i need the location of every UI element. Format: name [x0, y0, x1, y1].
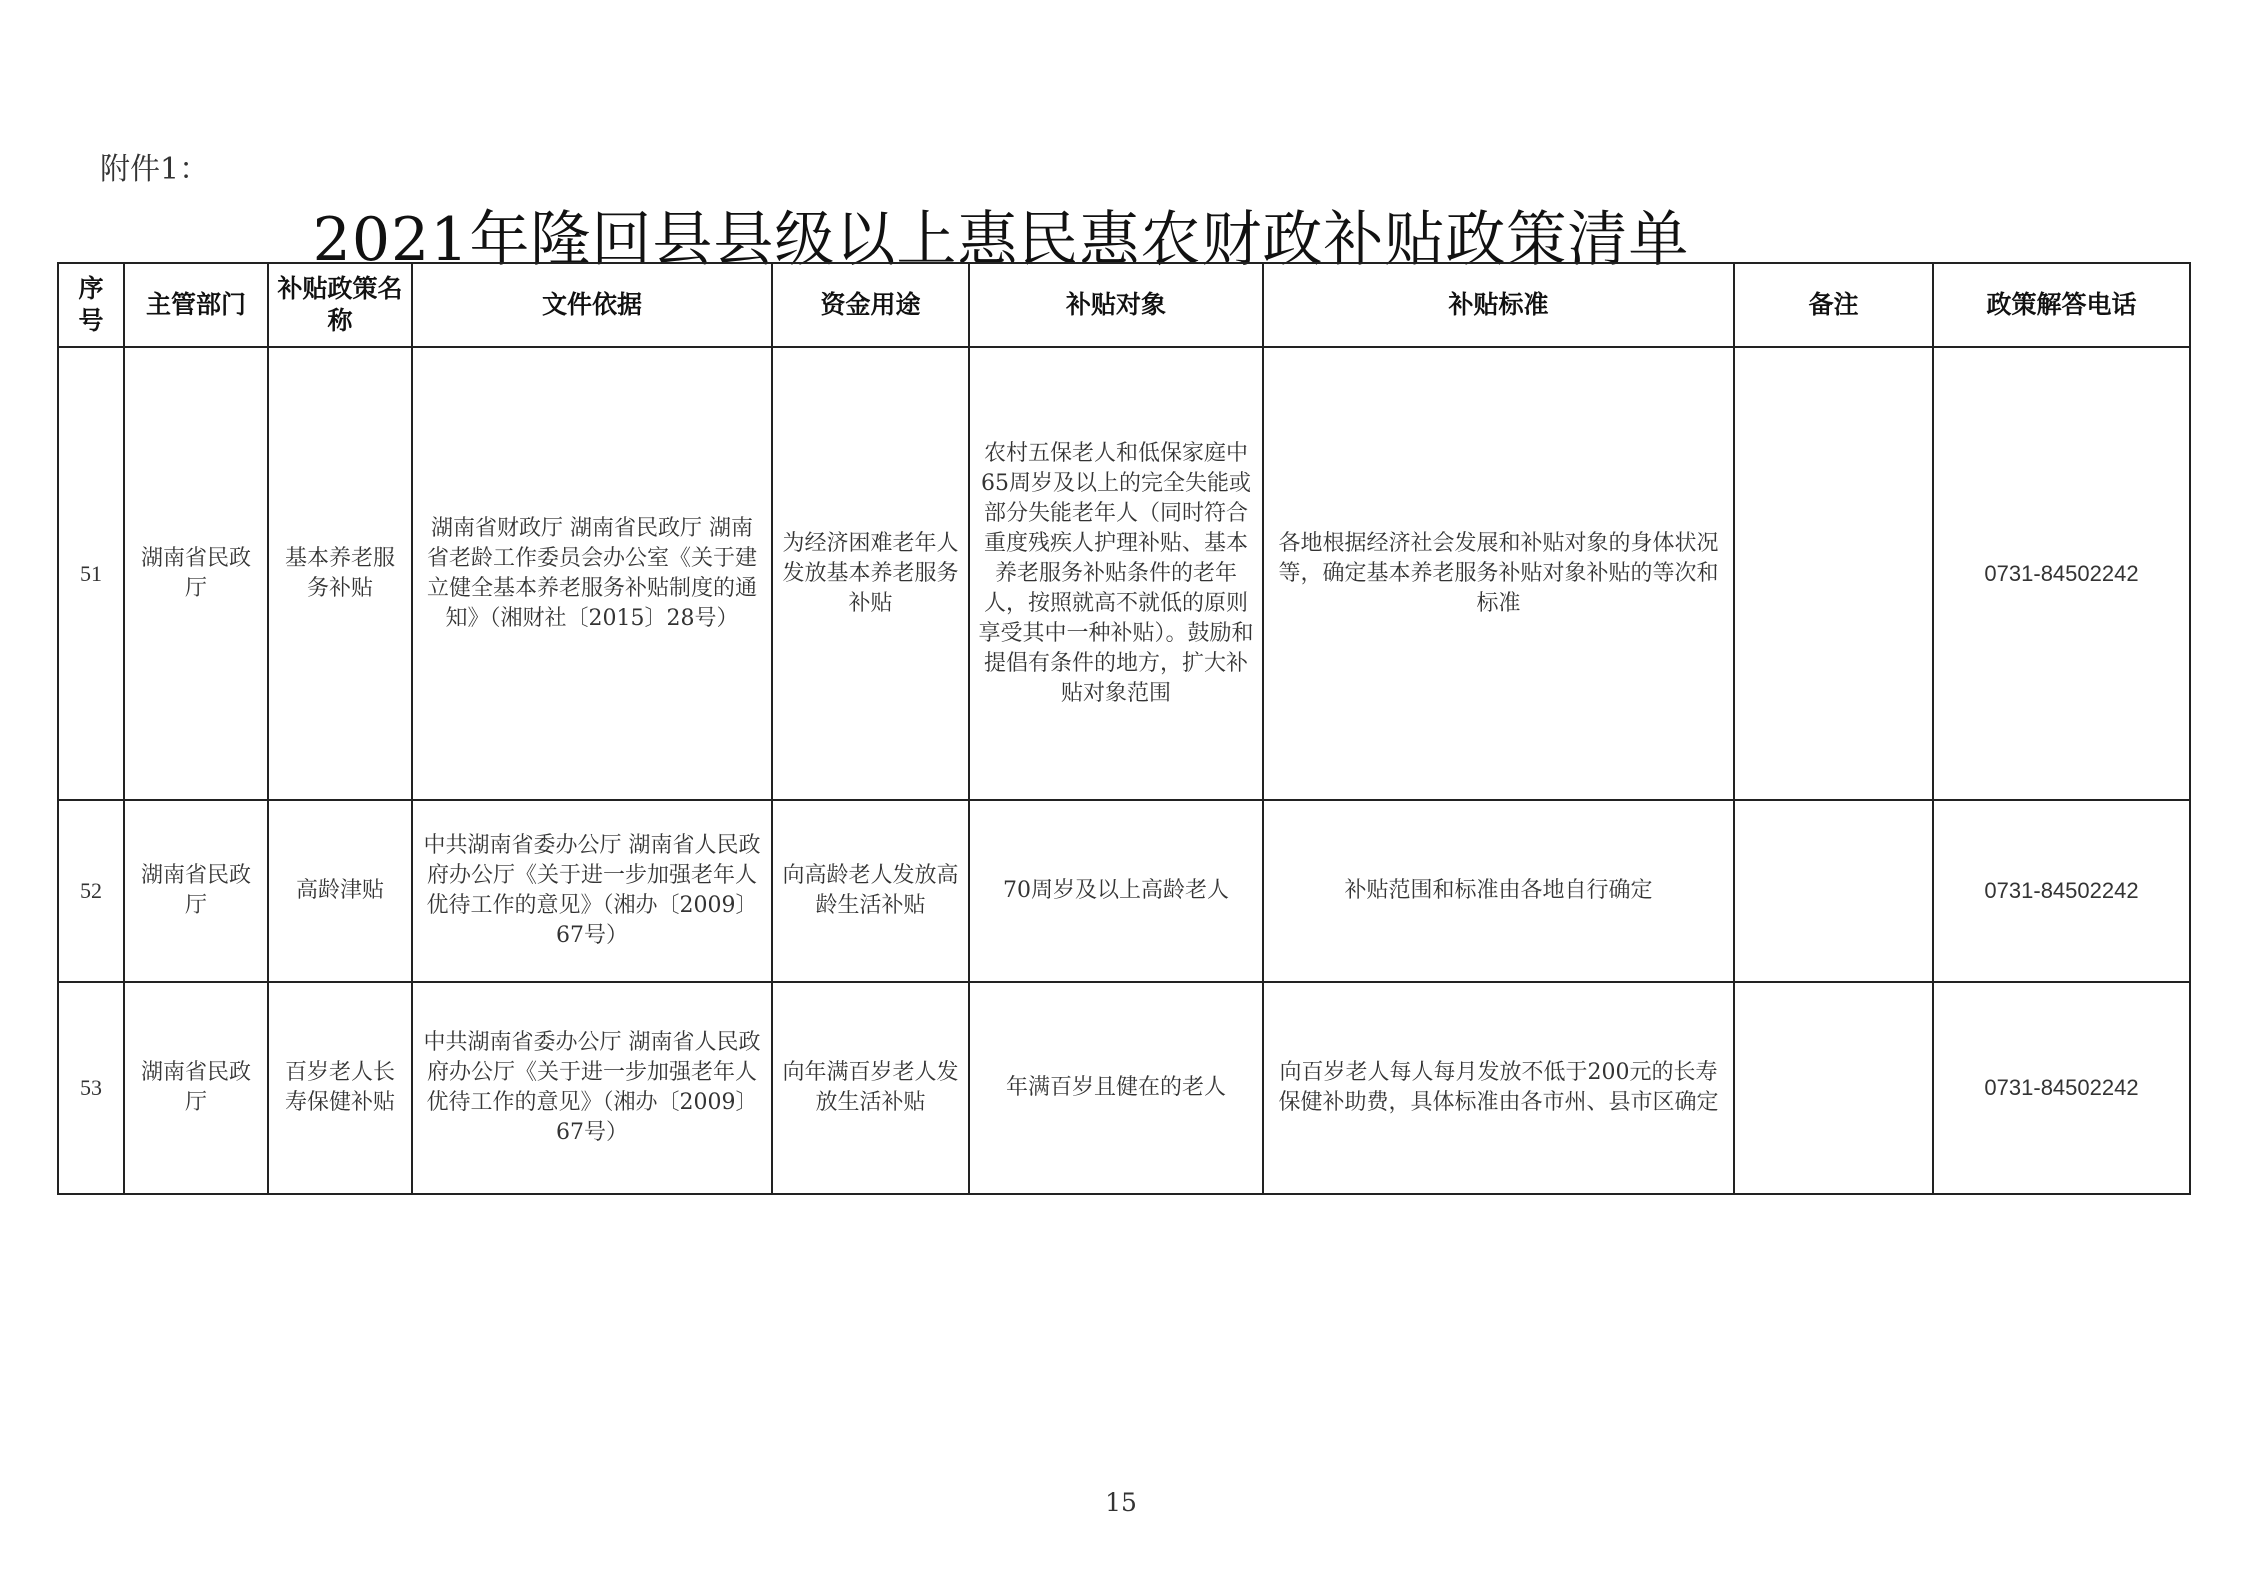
header-note: 备注 — [1734, 263, 1933, 347]
header-use: 资金用途 — [772, 263, 969, 347]
policy-table — [57, 262, 2191, 1195]
cell-basis: 湖南省财政厅 湖南省民政厅 湖南省老龄工作委员会办公室《关于建立健全基本养老服务补贴制度的通知》（湘财社〔2015〕28号） — [412, 347, 772, 800]
header-name: 补贴政策名称 — [268, 263, 412, 347]
cell-name: 百岁老人长寿保健补贴 — [268, 982, 412, 1194]
cell-seq: 51 — [58, 347, 124, 800]
table-row — [58, 982, 2190, 1194]
table-header-row — [58, 263, 2190, 347]
table-row — [58, 800, 2190, 982]
header-standard: 补贴标准 — [1263, 263, 1734, 347]
header-seq: 序号 — [58, 263, 124, 347]
cell-target: 年满百岁且健在的老人 — [969, 982, 1263, 1194]
cell-phone: 0731-84502242 — [1933, 347, 2190, 800]
page-number: 15 — [1105, 1488, 1137, 1517]
cell-standard: 补贴范围和标准由各地自行确定 — [1263, 800, 1734, 982]
cell-use: 向年满百岁老人发放生活补贴 — [772, 982, 969, 1194]
cell-dept: 湖南省民政厅 — [124, 347, 268, 800]
cell-target: 农村五保老人和低保家庭中65周岁及以上的完全失能或部分失能老年人（同时符合重度残疾人护理补贴、基本养老服务补贴条件的老年人，按照就高不就低的原则享受其中一种补贴）。鼓励和提倡有条件的地方，扩大补贴对象范围 — [969, 347, 1263, 800]
cell-name: 高龄津贴 — [268, 800, 412, 982]
cell-standard: 各地根据经济社会发展和补贴对象的身体状况等，确定基本养老服务补贴对象补贴的等次和标准 — [1263, 347, 1734, 800]
page-title-text: 2021年隆回县县级以上惠民惠农财政补贴政策清单 — [312, 205, 1690, 275]
cell-use: 为经济困难老年人发放基本养老服务补贴 — [772, 347, 969, 800]
cell-note — [1734, 982, 1933, 1194]
cell-standard: 向百岁老人每人每月发放不低于200元的长寿保健补助费，具体标准由各市州、县市区确定 — [1263, 982, 1734, 1194]
header-basis: 文件依据 — [412, 263, 772, 347]
header-dept: 主管部门 — [124, 263, 268, 347]
cell-basis: 中共湖南省委办公厅 湖南省人民政府办公厅《关于进一步加强老年人优待工作的意见》（湘办〔2009〕67号） — [412, 982, 772, 1194]
cell-basis: 中共湖南省委办公厅 湖南省人民政府办公厅《关于进一步加强老年人优待工作的意见》（湘办〔2009〕67号） — [412, 800, 772, 982]
cell-dept: 湖南省民政厅 — [124, 800, 268, 982]
attachment-label: 附件1： — [100, 152, 210, 187]
header-phone: 政策解答电话 — [1933, 263, 2190, 347]
cell-dept: 湖南省民政厅 — [124, 982, 268, 1194]
cell-note — [1734, 800, 1933, 982]
cell-name: 基本养老服务补贴 — [268, 347, 412, 800]
cell-seq: 53 — [58, 982, 124, 1194]
table-row — [58, 347, 2190, 800]
cell-note — [1734, 347, 1933, 800]
cell-seq: 52 — [58, 800, 124, 982]
header-target: 补贴对象 — [969, 263, 1263, 347]
cell-phone: 0731-84502242 — [1933, 982, 2190, 1194]
cell-use: 向高龄老人发放高龄生活补贴 — [772, 800, 969, 982]
cell-target: 70周岁及以上高龄老人 — [969, 800, 1263, 982]
cell-phone: 0731-84502242 — [1933, 800, 2190, 982]
